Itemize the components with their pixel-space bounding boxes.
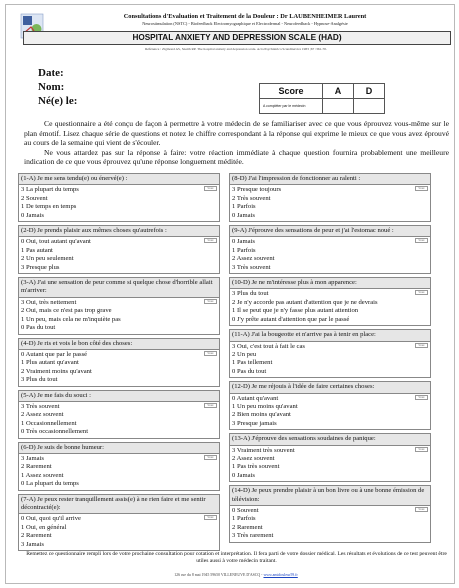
question-score-box[interactable]: Score bbox=[415, 238, 428, 243]
answer-option[interactable]: 1 Un peu moins qu'avant bbox=[232, 402, 298, 410]
footer-website-link[interactable]: www.amidouleur59.fr bbox=[263, 573, 298, 577]
question-score-box[interactable]: Score bbox=[415, 290, 428, 295]
document-page bbox=[5, 4, 455, 584]
question-title: (10-D) Je ne m'intéresse plus à mon apparence: bbox=[230, 278, 430, 289]
question-title: (4-D) Je ris et vois le bon côté des choses: bbox=[19, 339, 219, 350]
answer-option[interactable]: 2 Assez souvent bbox=[232, 255, 275, 263]
question-title: (7-A) Je peux rester tranquillement assis(e) à ne rien faire et me sentir décontracté(e): bbox=[19, 495, 219, 515]
answer-option[interactable]: 2 Rarement bbox=[21, 463, 52, 471]
page-footer bbox=[23, 573, 449, 577]
question-options bbox=[230, 506, 430, 542]
question-options bbox=[230, 289, 430, 325]
answer-option[interactable]: 1 Pas très souvent bbox=[232, 463, 280, 471]
answer-option[interactable]: 2 Un peu bbox=[232, 350, 257, 358]
question-block bbox=[18, 225, 220, 274]
answer-option[interactable]: 0 La plupart du temps bbox=[21, 480, 79, 488]
footer-address: 126 rue du 8 mai 1945 59650 VILLENEUVE D'ASCQ - bbox=[174, 573, 264, 577]
question-title: (1-A) Je me sens tendu(e) ou énervé(e) : bbox=[19, 174, 219, 185]
answer-option[interactable]: 3 Très souvent bbox=[21, 402, 60, 410]
question-options bbox=[230, 185, 430, 221]
question-title: (11-A) J'ai la bougeotte et n'arrive pas à tenir en place: bbox=[230, 330, 430, 341]
answer-option[interactable]: 0 Souvent bbox=[232, 507, 259, 514]
question-block bbox=[229, 433, 431, 482]
question-options bbox=[230, 342, 430, 378]
answer-option[interactable]: 1 Assez souvent bbox=[21, 471, 64, 479]
question-title: (6-D) Je suis de bonne humeur: bbox=[19, 443, 219, 454]
question-title: (3-A) J'ai une sensation de peur comme si quelque chose d'horrible allait m'arriver: bbox=[19, 278, 219, 298]
answer-option[interactable]: 0 Pas du tout bbox=[21, 324, 56, 332]
answer-option[interactable]: 3 Plus du tout bbox=[21, 376, 58, 384]
nom-label: Nom: bbox=[38, 81, 65, 93]
question-score-box[interactable]: Score bbox=[204, 299, 217, 304]
question-score-box[interactable]: Score bbox=[204, 186, 217, 191]
answer-option[interactable]: 3 Presque toujours bbox=[232, 186, 282, 194]
question-title: (12-D) Je me réjouis à l'idée de faire certaines choses: bbox=[230, 382, 430, 393]
question-options bbox=[230, 237, 430, 273]
answer-option[interactable]: 2 Oui, mais ce n'est pas trop grave bbox=[21, 307, 112, 315]
score-a-cell[interactable] bbox=[323, 99, 354, 114]
question-options bbox=[230, 394, 430, 430]
birthdate-label: Né(e) le: bbox=[38, 95, 78, 107]
answer-option[interactable]: 3 Plus du tout bbox=[232, 290, 269, 298]
question-options bbox=[230, 446, 430, 482]
question-options bbox=[19, 402, 219, 438]
question-score-box[interactable]: Score bbox=[204, 403, 217, 408]
answer-option[interactable]: 3 Presque jamais bbox=[232, 419, 277, 427]
answer-option[interactable]: 2 Je n'y accorde pas autant d'attention que je ne devrais bbox=[232, 298, 378, 306]
instructions-paragraph-2: Ne vous attardez pas sur la réponse à faire: votre réaction immédiate à chaque question fournira probablement une meilleure indication de ce que vous éprouvez qu'une réponse longuement méditée. bbox=[24, 147, 449, 167]
question-title: (9-A) J'éprouve des sensations de peur et j'ai l'estomac noué : bbox=[230, 226, 430, 237]
score-column-d: D bbox=[354, 84, 385, 99]
answer-option[interactable]: 1 Plus autant qu'avant bbox=[21, 359, 79, 367]
answer-option[interactable]: 0 Autant que par le passé bbox=[21, 350, 88, 358]
answer-option[interactable]: 1 Parfois bbox=[232, 203, 256, 211]
score-column-a: A bbox=[323, 84, 354, 99]
answer-option[interactable]: 2 Très souvent bbox=[232, 194, 271, 202]
question-title: (5-A) Je me fais du souci : bbox=[19, 391, 219, 402]
score-header: Score bbox=[260, 84, 323, 99]
answer-option[interactable]: 3 Très rarement bbox=[232, 532, 274, 540]
answer-option[interactable]: 1 De temps en temps bbox=[21, 203, 77, 211]
answer-option[interactable]: 1 Parfois bbox=[232, 246, 256, 254]
question-score-box[interactable]: Score bbox=[204, 238, 217, 243]
answer-option[interactable]: 2 Assez souvent bbox=[21, 411, 64, 419]
answer-option[interactable]: 2 Bien moins qu'avant bbox=[232, 411, 291, 419]
answer-option[interactable]: 1 Un peu, mais cela ne m'inquiète pas bbox=[21, 315, 121, 323]
question-score-box[interactable]: Score bbox=[415, 395, 428, 400]
date-label: Date: bbox=[38, 67, 64, 79]
answer-option[interactable]: 0 Jamais bbox=[21, 211, 44, 219]
question-score-box[interactable]: Score bbox=[204, 455, 217, 460]
answer-option[interactable]: 0 Pas du tout bbox=[232, 367, 267, 375]
answer-option[interactable]: 2 Rarement bbox=[21, 532, 52, 540]
question-score-box[interactable]: Score bbox=[204, 515, 217, 520]
answer-option[interactable]: 2 Rarement bbox=[232, 523, 263, 531]
answer-option[interactable]: 0 J'y prête autant d'attention que par le passé bbox=[232, 315, 350, 323]
answer-option[interactable]: 3 Très souvent bbox=[232, 263, 271, 271]
instructions bbox=[24, 119, 449, 167]
answer-option[interactable]: 3 Vraiment très souvent bbox=[232, 446, 295, 454]
answer-option[interactable]: 2 Un peu seulement bbox=[21, 255, 74, 263]
reference-citation: Référence : Zigmond AS, Snaith RP. The hospital anxiety and depression scale. Acta Psychiatrica Scandinavica 1983 ;67 :361-70. bbox=[145, 47, 327, 51]
question-block bbox=[18, 390, 220, 439]
score-caption: A compléter par le médecin bbox=[260, 99, 323, 114]
answer-option[interactable]: 3 Oui, c'est tout à fait le cas bbox=[232, 342, 305, 350]
question-block bbox=[18, 442, 220, 491]
answer-option[interactable]: 1 Pas autant bbox=[21, 246, 53, 254]
question-options bbox=[19, 185, 219, 221]
question-score-box[interactable]: Score bbox=[415, 186, 428, 191]
answer-option[interactable]: 0 Autant qu'avant bbox=[232, 394, 279, 402]
question-block bbox=[18, 494, 220, 551]
answer-option[interactable]: 3 Presque plus bbox=[21, 263, 60, 271]
question-options bbox=[19, 350, 219, 386]
answer-option[interactable]: 3 Oui, très nettement bbox=[21, 298, 77, 306]
questions-right-column bbox=[229, 173, 431, 546]
answer-option[interactable]: 0 Jamais bbox=[232, 471, 255, 479]
question-score-box[interactable]: Score bbox=[415, 447, 428, 452]
question-title: (13-A) J'éprouve des sensations soudaines de panique: bbox=[230, 434, 430, 445]
answer-option[interactable]: 2 Vraiment moins qu'avant bbox=[21, 367, 92, 375]
answer-option[interactable]: 2 Souvent bbox=[21, 194, 48, 202]
header-practice-name: Consultations d'Evaluation et Traitement de la Douleur : Dr LAUBENHEIMER Laurent bbox=[123, 13, 367, 20]
document-title: HOSPITAL ANXIETY AND DEPRESSION SCALE (HAD) bbox=[23, 31, 451, 45]
answer-option[interactable]: 1 Il se peut que je n'y fasse plus autant attention bbox=[232, 307, 359, 315]
question-block bbox=[229, 225, 431, 274]
question-block bbox=[18, 173, 220, 222]
question-title: (8-D) J'ai l'impression de fonctionner au ralenti : bbox=[230, 174, 430, 185]
return-instructions: Remettez ce questionnaire rempli lors de votre prochaine consultation pour cotation et interprétation. Il fera parti de votre dossier médical. Les résultats et évolutions de ce test peuvent être utiles aussi à votre médecin traitant. bbox=[26, 551, 447, 565]
answer-option[interactable]: 3 Jamais bbox=[21, 454, 44, 462]
answer-option[interactable]: 1 Parfois bbox=[232, 515, 256, 523]
question-options bbox=[19, 237, 219, 273]
answer-option[interactable]: 1 Occasionnellement bbox=[21, 419, 77, 427]
instructions-paragraph-1: Ce questionnaire a été conçu de façon à permettre à votre médecin de se familiariser avec ce que vous éprouvez vous-même sur le plan émotif. Lisez chaque série de questions et notez le chiffre correspondant à la réponse qui exprime le mieux ce que vous avez éprouvé au cours de la semaine qui vient de s'écouler. bbox=[24, 119, 449, 148]
question-title: (2-D) Je prends plaisir aux mêmes choses qu'autrefois : bbox=[19, 226, 219, 237]
answer-option[interactable]: 0 Jamais bbox=[232, 238, 255, 246]
question-score-box[interactable]: Score bbox=[415, 507, 428, 512]
answer-option[interactable]: 0 Oui, tout autant qu'avant bbox=[21, 238, 91, 246]
answer-option[interactable]: 1 Pas tellement bbox=[232, 359, 273, 367]
answer-option[interactable]: 0 Jamais bbox=[232, 211, 255, 219]
answer-option[interactable]: 0 Très occasionnellement bbox=[21, 428, 89, 436]
questions-left-column bbox=[18, 173, 220, 554]
question-block bbox=[229, 173, 431, 222]
answer-option[interactable]: 1 Oui, en général bbox=[21, 523, 67, 531]
question-options bbox=[19, 514, 219, 550]
question-block bbox=[229, 381, 431, 430]
question-block bbox=[229, 329, 431, 378]
answer-option[interactable]: 3 La plupart du temps bbox=[21, 186, 79, 194]
question-title: (14-D) Je peux prendre plaisir à un bon livre ou à une bonne émission de télévision: bbox=[230, 486, 430, 506]
question-block bbox=[18, 277, 220, 334]
answer-option[interactable]: 2 Assez souvent bbox=[232, 454, 275, 462]
score-d-cell[interactable] bbox=[354, 99, 385, 114]
answer-option[interactable]: 3 Jamais bbox=[21, 540, 44, 548]
score-table bbox=[259, 83, 385, 114]
question-score-box[interactable]: Score bbox=[415, 343, 428, 348]
question-score-box[interactable]: Score bbox=[204, 351, 217, 356]
question-block bbox=[18, 338, 220, 387]
answer-option[interactable]: 0 Oui, quoi qu'il arrive bbox=[21, 515, 81, 523]
question-block bbox=[229, 277, 431, 326]
question-options bbox=[19, 454, 219, 490]
question-block bbox=[229, 485, 431, 542]
question-options bbox=[19, 298, 219, 334]
header-specialties: Neurostimulation (NSTC) - Biofeedback Electromyographique et Electrodermal - Neurofeedback - Hypnose-Analgésie bbox=[142, 21, 348, 26]
